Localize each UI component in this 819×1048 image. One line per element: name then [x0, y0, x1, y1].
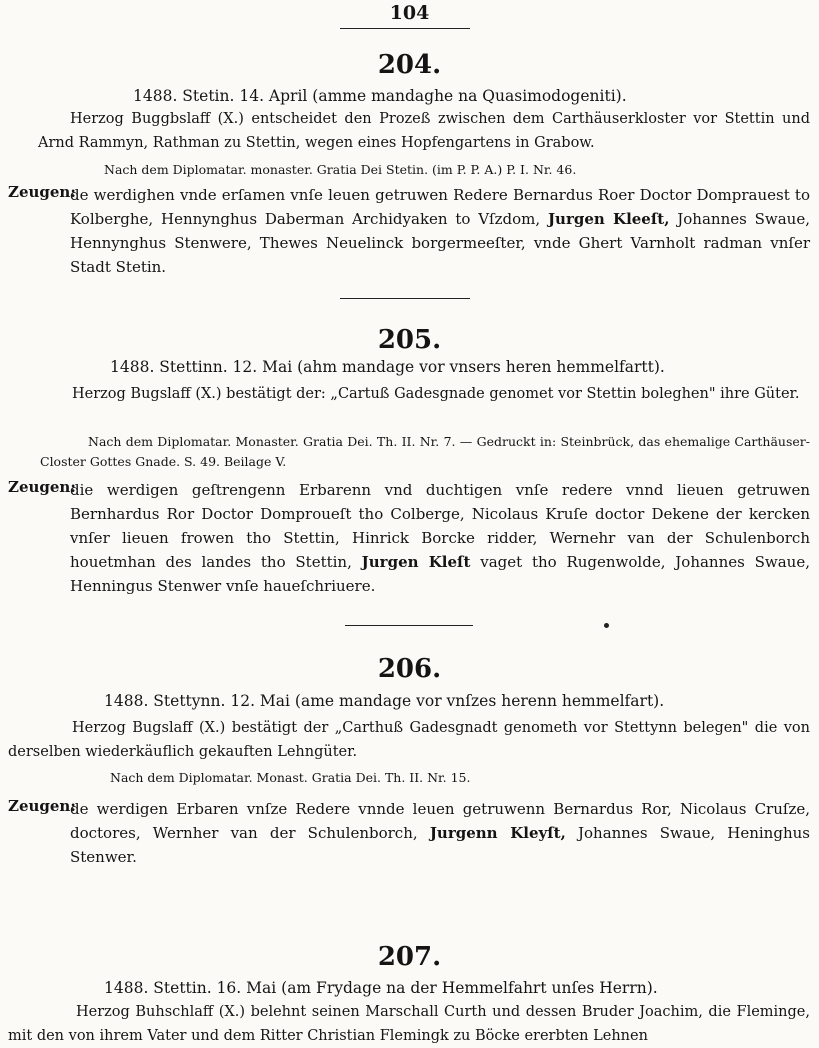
- document-number: 206.: [377, 654, 442, 684]
- witness-highlight: Jurgen Kleeſt,: [547, 210, 670, 228]
- witness-highlight: Jurgen Kleſt: [361, 553, 471, 571]
- document-number: 204.: [377, 50, 442, 80]
- ink-speck: [604, 623, 609, 628]
- witness-text: de werdighen vnde erſamen vnſe leuen getruwen Redere Bernardus Roer Doctor Domprauest to Kolberghe, Hennynghus Daberman Archidyaken to Vſzdom,: [70, 186, 810, 228]
- witness-highlight: Jurgenn Kleyſt,: [429, 824, 566, 842]
- witness-text: vaget tho Rugenwolde, Johannes Swaue, Henningus Stenwer vnſe haueſchriuere.: [70, 553, 810, 595]
- witness-text: de werdigen Erbaren vnſze Redere vnnde leuen getruwenn Bernardus Ror, Nicolaus Cruſze, doctores, Wernher van der Schulenborch,: [70, 800, 810, 842]
- witness-label: Zeugen:: [8, 183, 76, 201]
- witness-text: Johannes Swaue, Hennynghus Stenwere, Thewes Neuelinck borgermeeſter, vnde Ghert Varnholt radman vnſer Stadt Stetin.: [70, 210, 810, 276]
- document-date: 1488. Stetin. 14. April (amme mandaghe na Quasimodogeniti).: [133, 87, 627, 105]
- document-summary: Herzog Bugslaff (X.) bestätigt der: „Cartuß Gadesgnade genomet vor Stettin boleghen" ihre Güter.: [72, 386, 800, 402]
- witness-label: Zeugen:: [8, 797, 76, 815]
- document-date: 1488. Stettinn. 12. Mai (ahm mandage vor vnsers heren hemmelfartt).: [110, 358, 665, 376]
- header-rule: [340, 28, 470, 29]
- document-summary: Herzog Buggbslaff (X.) entscheidet den Prozeß zwischen dem Carthäuserkloster vor Stettin und Arnd Rammyn, Rathman zu Stettin, wegen eines Hopfengartens in Grabow.: [38, 111, 810, 151]
- document-date: 1488. Stettynn. 12. Mai (ame mandage vor vnſzes herenn hemmelfart).: [104, 692, 665, 710]
- separator-rule: [340, 298, 470, 299]
- document-summary: Herzog Bugslaff (X.) bestätigt der „Carthuß Gadesgnadt genometh vor Stettynn belegen" die von derselben wiederkäuflich gekauften Lehngüter.: [8, 720, 810, 760]
- witness-label: Zeugen:: [8, 478, 76, 496]
- source-note: Nach dem Diplomatar. monaster. Gratia Dei Stetin. (im P. P. A.) P. I. Nr. 46.: [104, 162, 577, 177]
- witness-list: [70, 797, 810, 869]
- source-note: Nach dem Diplomatar. Monast. Gratia Dei. Th. II. Nr. 15.: [110, 770, 471, 785]
- separator-rule: [345, 625, 473, 626]
- witness-list: [70, 183, 810, 279]
- document-number: 205.: [377, 325, 442, 355]
- witness-list: [70, 478, 810, 598]
- source-note: Nach dem Diplomatar. Monaster. Gratia Dei. Th. II. Nr. 7. — Gedruckt in: Steinbrück, das ehemalige Carthäuser-Closter Gottes Gnade. S. 49. Beilage V.: [40, 434, 810, 469]
- document-date: 1488. Stettin. 16. Mai (am Frydage na der Hemmelfahrt unſes Herrn).: [104, 979, 658, 997]
- document-summary: Herzog Buhschlaff (X.) belehnt seinen Marschall Curth und dessen Bruder Joachim, die Fleminge, mit den von ihrem Vater und dem Ritter Christian Flemingk zu Böcke ererbten Lehnen: [8, 1004, 810, 1044]
- page-number: 104: [389, 2, 430, 24]
- witness-text: Johannes Swaue, Heninghus Stenwer.: [70, 824, 810, 866]
- witness-text: die werdigen geſtrengenn Erbarenn vnd duchtigen vnſe redere vnnd lieuen getruwen Bernhardus Ror Doctor Domproueſt tho Colberge, Nicolaus Kruſe doctor Dekene der kercken vnſer lieuen frowen tho Stettin, Hinrick Borcke ridder, Wernehr van der Schulenborch houetmhan des landes tho Stettin,: [70, 481, 810, 571]
- document-number: 207.: [377, 942, 442, 972]
